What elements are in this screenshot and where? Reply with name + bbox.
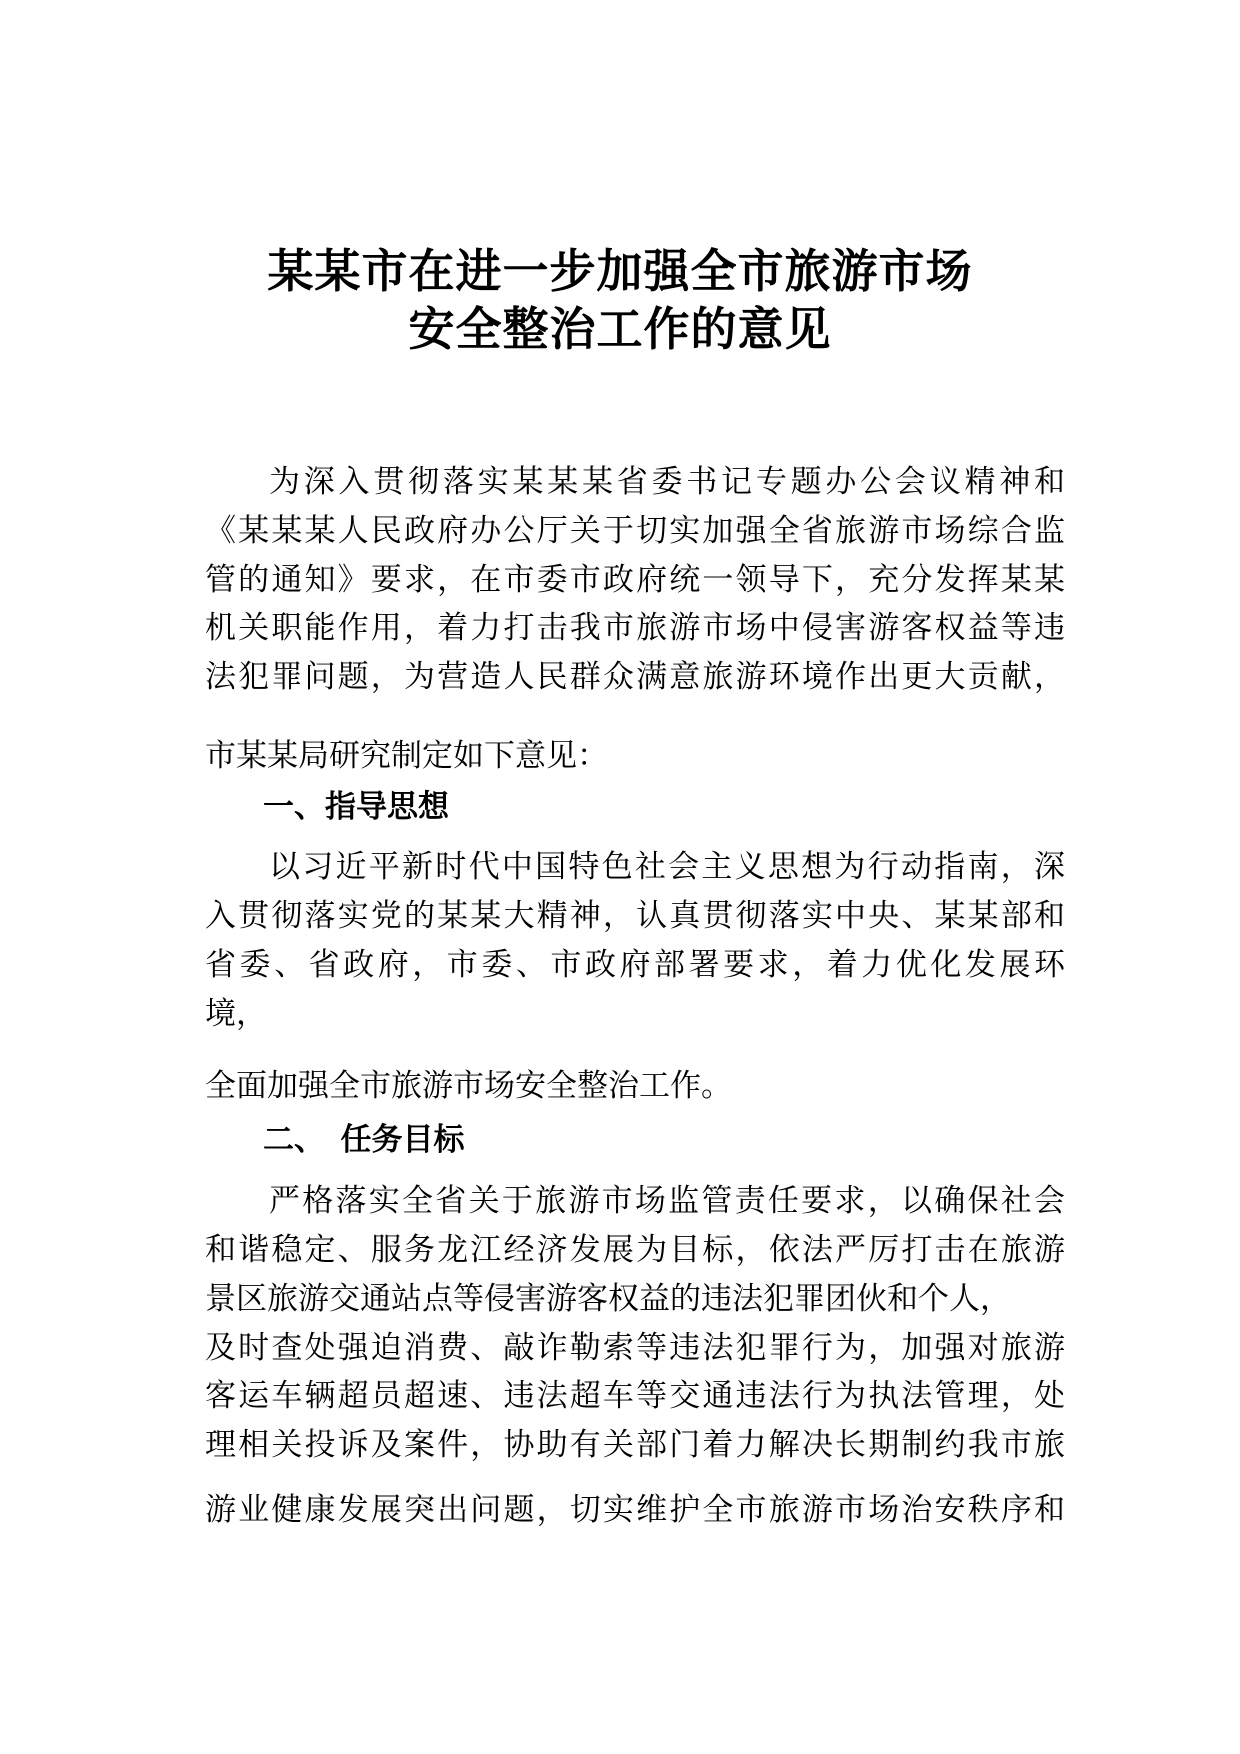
section1-line-1: 以习近平新时代中国特色社会主义思想为行动指南，深 [269, 849, 1065, 885]
section2-line-7: 游业健康发展突出问题，切实维护全市旅游市场治安秩序和 [205, 1492, 1065, 1528]
section2-line-1: 严格落实全省关于旅游市场监管责任要求，以确保社会 [269, 1183, 1065, 1219]
intro-line-3: 管的通知》要求，在市委市政府统一领导下，充分发挥某某 [205, 562, 1065, 598]
intro-line-4: 机关职能作用，着力打击我市旅游市场中侵害游客权益等违 [205, 610, 1065, 646]
intro-line-6: 市某某局研究制定如下意见： [205, 738, 608, 774]
intro-line-1: 为深入贯彻落实某某某省委书记专题办公会议精神和 [269, 464, 1065, 500]
section-heading-guiding-ideology: 一、指导思想 [263, 789, 449, 825]
section1-line-4: 境， [205, 996, 267, 1032]
section1-line-5: 全面加强全市旅游市场安全整治工作。 [205, 1068, 732, 1104]
section2-line-5: 客运车辆超员超速、违法超车等交通违法行为执法管理，处 [205, 1378, 1065, 1414]
section2-line-6: 理相关投诉及案件，协助有关部门着力解决长期制约我市旅 [205, 1427, 1065, 1463]
intro-line-2: 《某某某人民政府办公厅关于切实加强全省旅游市场综合监 [205, 513, 1065, 549]
section1-line-3: 省委、省政府，市委、市政府部署要求，着力优化发展环 [205, 947, 1065, 983]
intro-line-5: 法犯罪问题，为营造人民群众满意旅游环境作出更大贡献， [205, 659, 1065, 695]
section1-line-2: 入贯彻落实党的某某大精神，认真贯彻落实中央、某某部和 [205, 898, 1065, 934]
document-title-line-2: 安全整治工作的意见 [408, 302, 832, 356]
section-heading-task-objectives: 二、 任务目标 [263, 1122, 465, 1158]
section2-line-4: 及时查处强迫消费、敲诈勒索等违法犯罪行为，加强对旅游 [205, 1330, 1065, 1366]
section2-line-2: 和谐稳定、服务龙江经济发展为目标，依法严厉打击在旅游 [205, 1232, 1065, 1268]
document-title-line-1: 某某市在进一步加强全市旅游市场 [267, 244, 973, 298]
section2-line-3: 景区旅游交通站点等侵害游客权益的违法犯罪团伙和个人， [205, 1281, 1011, 1317]
